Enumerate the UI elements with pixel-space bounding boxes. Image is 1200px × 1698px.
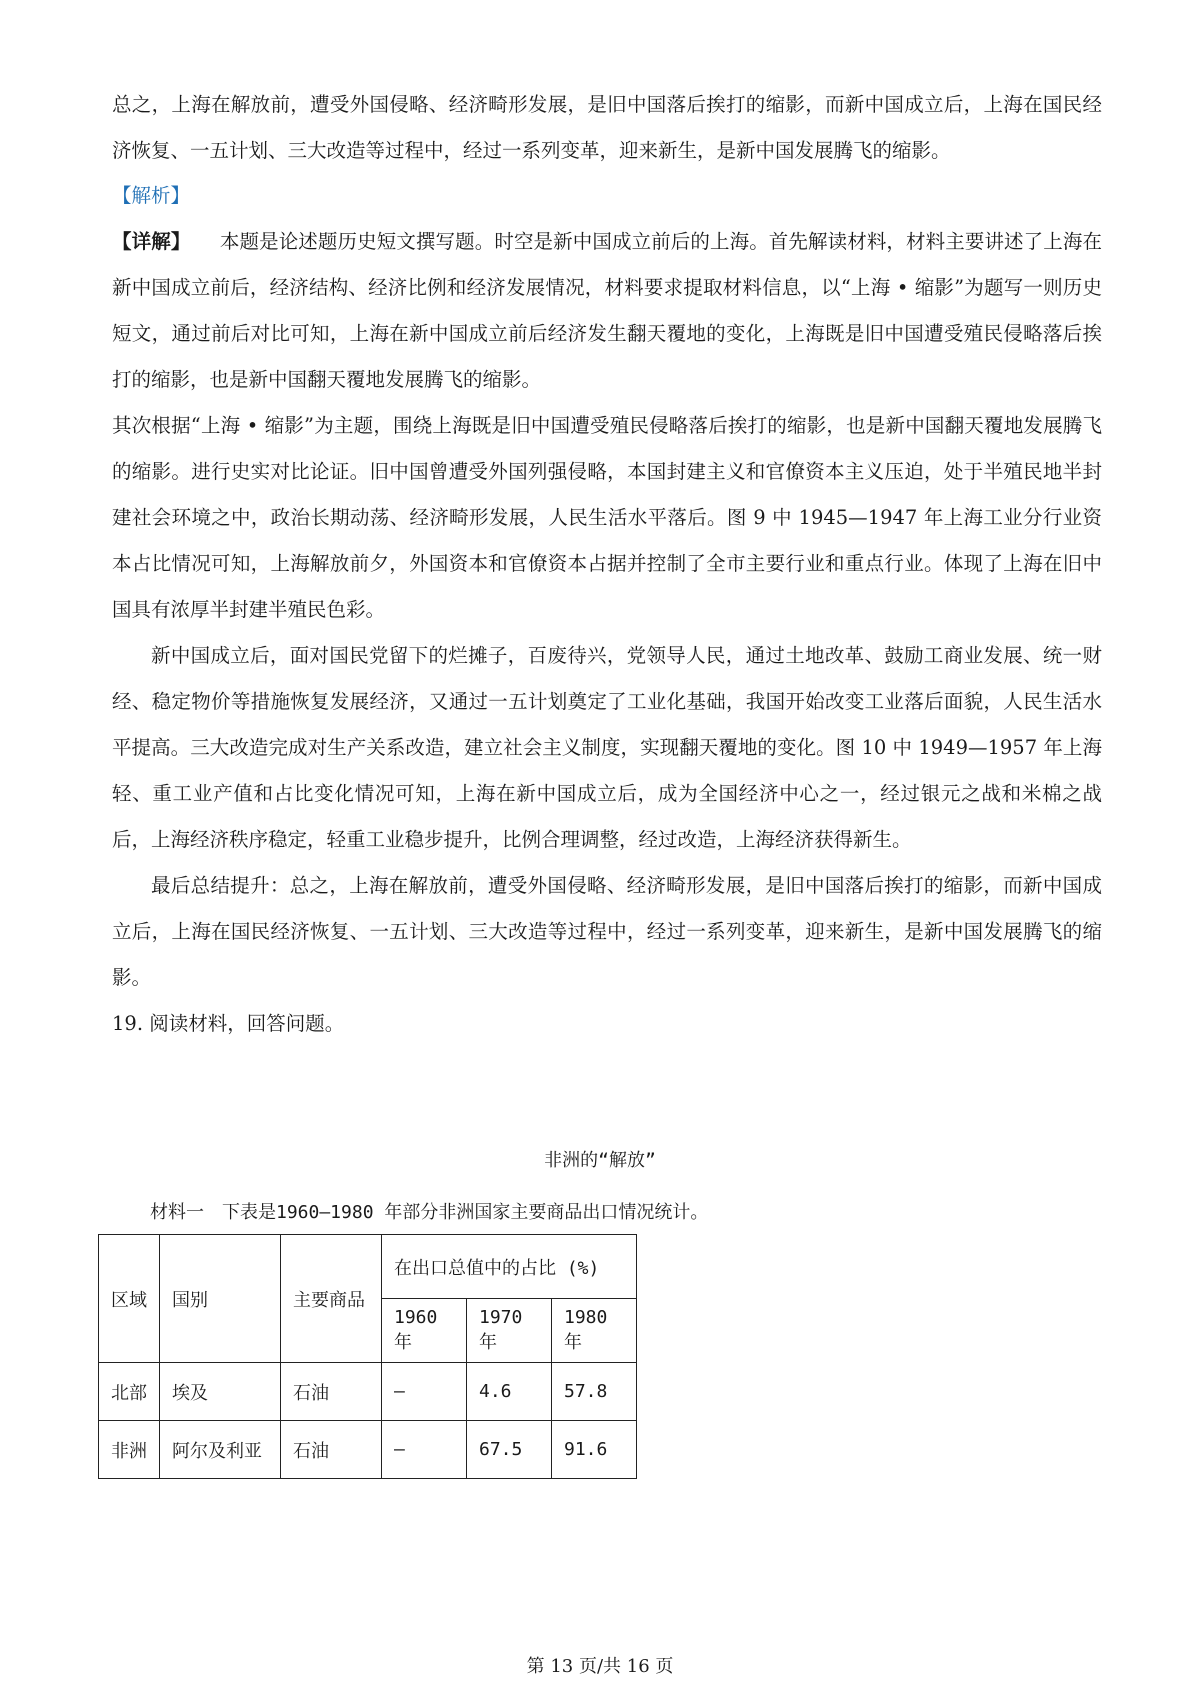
cell-1970: 67.5 (467, 1421, 552, 1479)
summary-paragraph: 总之，上海在解放前，遭受外国侵略、经济畸形发展，是旧中国落后挨打的缩影，而新中国成立后，上海在国民经济恢复、一五计划、三大改造等过程中，经过一系列变革，迎来新生，是新中国发展腾飞的缩影。 (112, 93, 1102, 162)
header-share: 在出口总值中的占比 (%) (382, 1235, 637, 1299)
export-table (98, 1234, 637, 1479)
cell-goods: 石油 (281, 1363, 382, 1421)
cell-country: 埃及 (160, 1363, 281, 1421)
conclusion-paragraph: 最后总结提升：总之，上海在解放前，遭受外国侵略、经济畸形发展，是旧中国落后挨打的缩影，而新中国成立后，上海在国民经济恢复、一五计划、三大改造等过程中，经过一系列变革，迎来新生，是新中国发展腾飞的缩影。 (112, 874, 1102, 989)
detail-text: 本题是论述题历史短文撰写题。时空是新中国成立前后的上海。首先解读材料，材料主要讲述了上海在新中国成立前后，经济结构、经济比例和经济发展情况，材料要求提取材料信息，以“上海 • 缩影”为题写一则历史短文，通过前后对比可知，上海在新中国成立前后经济发生翻天覆地的变化，上海既是旧中国遭受殖民侵略落后挨打的缩影，也是新中国翻天覆地发展腾飞的缩影。 (112, 230, 1102, 391)
cell-1960: — (382, 1421, 467, 1479)
argument-paragraph: 其次根据“上海 • 缩影”为主题，围绕上海既是旧中国遭受殖民侵略落后挨打的缩影，也是新中国翻天覆地发展腾飞的缩影。进行史实对比论证。旧中国曾遭受外国列强侵略，本国封建主义和官僚资本主义压迫，处于半殖民地半封建社会环境之中，政治长期动荡、经济畸形发展，人民生活水平落后。图 9 中 1945—1947 年上海工业分行业资本占比情况可知，上海解放前夕，外国资本和官僚资本占据并控制了全市主要行业和重点行业。体现了上海在旧中国具有浓厚半封建半殖民色彩。 (112, 414, 1102, 621)
cell-region: 北部 (99, 1363, 160, 1421)
header-region: 区域 (99, 1235, 160, 1363)
detail-paragraph (112, 219, 1102, 403)
table-row (99, 1421, 637, 1479)
header-year-1960: 1960 年 (382, 1299, 467, 1363)
new-china-paragraph: 新中国成立后，面对国民党留下的烂摊子，百废待兴，党领导人民，通过土地改革、鼓励工商业发展、统一财经、稳定物价等措施恢复发展经济，又通过一五计划奠定了工业化基础，我国开始改变工业落后面貌，人民生活水平提高。三大改造完成对生产关系改造，建立社会主义制度，实现翻天覆地的变化。图 10 中 1949—1957 年上海轻、重工业产值和占比变化情况可知，上海在新中国成立后，成为全国经济中心之一，经过银元之战和米棉之战后，上海经济秩序稳定，轻重工业稳步提升，比例合理调整，经过改造，上海经济获得新生。 (112, 644, 1102, 851)
cell-1980: 91.6 (552, 1421, 637, 1479)
page-footer: 第 13 页/共 16 页 (526, 1656, 674, 1677)
question-heading: 19. 阅读材料，回答问题。 (112, 1012, 345, 1035)
cell-region: 非洲 (99, 1421, 160, 1479)
cell-1970: 4.6 (467, 1363, 552, 1421)
section-title: 非洲的“解放” (544, 1150, 656, 1171)
cell-1980: 57.8 (552, 1363, 637, 1421)
header-year-1970: 1970 年 (467, 1299, 552, 1363)
header-country: 国别 (160, 1235, 281, 1363)
header-year-1980: 1980 年 (552, 1299, 637, 1363)
cell-1960: — (382, 1363, 467, 1421)
material-intro: 材料一 下表是1960—1980 年部分非洲国家主要商品出口情况统计。 (150, 1202, 709, 1223)
detail-label: 【详解】 (112, 230, 181, 253)
cell-goods: 石油 (281, 1421, 382, 1479)
cell-country: 阿尔及利亚 (160, 1421, 281, 1479)
header-goods: 主要商品 (281, 1235, 382, 1363)
analysis-label: 【解析】 (112, 184, 191, 207)
table-header-row (99, 1235, 637, 1299)
table-row (99, 1363, 637, 1421)
